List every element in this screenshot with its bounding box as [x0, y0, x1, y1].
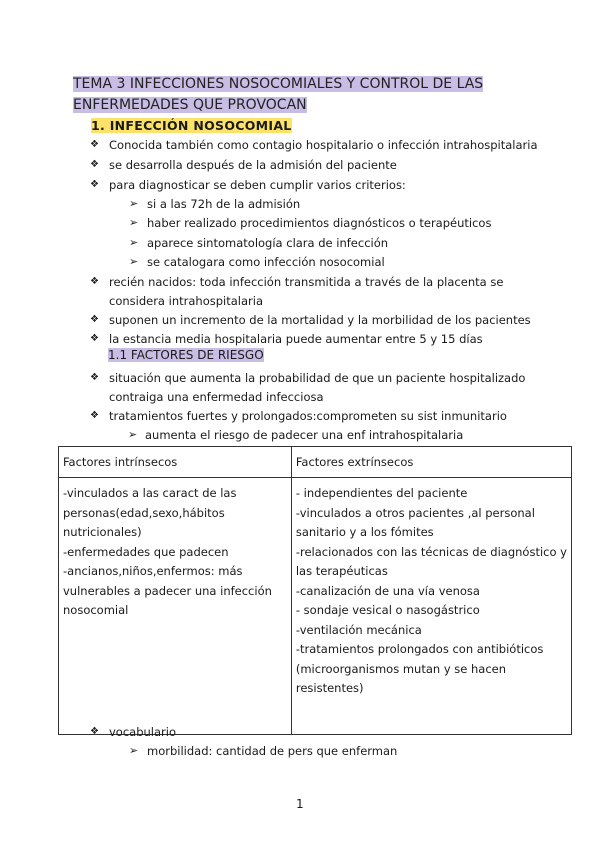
cell-line: -vinculados a las caract de las [63, 486, 237, 500]
cell-line: - sondaje vesical o nasogástrico [295, 603, 480, 617]
arrow-bullet-icon: ➢ [128, 428, 138, 441]
diamond-bullet-icon: ❖ [90, 314, 99, 325]
bullet-text: recién nacidos: toda infección transmitida a través de la placenta se [109, 275, 504, 289]
cell-line: -relacionados con las técnicas de diagnóstico y [295, 544, 567, 559]
arrow-bullet-icon: ➢ [129, 744, 139, 757]
page-number: 1 [296, 797, 304, 811]
cell-line: las terapéuticas [295, 564, 388, 578]
arrow-bullet-icon: ➢ [129, 216, 139, 229]
cell-line: nosocomial [63, 603, 129, 617]
sub-bullet-text: aumenta el riesgo de padecer una enf intrahospitalaria [145, 428, 464, 442]
cell-line: -vinculados a otros pacientes ,al personal [295, 505, 535, 520]
diamond-bullet-icon: ❖ [90, 726, 99, 737]
bullet-text: situación que aumenta la probabilidad de que un paciente hospitalizado [109, 371, 526, 385]
cell-line: - independientes del paciente [295, 486, 468, 500]
cell-line: -ventilación mecánica [295, 622, 422, 637]
arrow-bullet-icon: ➢ [129, 255, 139, 268]
diamond-bullet-icon: ❖ [90, 179, 99, 190]
cell-line: sanitario y a los fómites [295, 525, 434, 539]
sub-bullet-text: haber realizado procedimientos diagnósticos o terapéuticos [147, 216, 492, 230]
table-header-extrinsic: Factores extrínsecos [291, 447, 571, 478]
cell-line: -tratamientos prolongados con antibióticos [295, 642, 544, 656]
bullet-text: se desarrolla después de la admisión del paciente [109, 158, 397, 172]
diamond-bullet-icon: ❖ [90, 276, 99, 287]
arrow-bullet-icon: ➢ [129, 197, 139, 210]
diamond-bullet-icon: ❖ [90, 372, 99, 383]
sub-bullet-text: si a las 72h de la admisión [147, 197, 301, 211]
risk-factors-table [58, 446, 572, 735]
cell-line: -ancianos,niños,enfermos: más [63, 564, 243, 578]
bullet-text-continued: contraiga una enfermedad infecciosa [109, 390, 324, 404]
bullet-text: para diagnosticar se deben cumplir varios criterios: [109, 178, 406, 192]
bullet-text: vocabulario [109, 725, 177, 739]
bullet-text-continued: considera intrahospitalaria [109, 294, 263, 308]
sub-bullet-text: aparece sintomatología clara de infección [147, 236, 389, 250]
cell-line: (microorganismos mutan y se hacen [295, 661, 507, 676]
cell-line: vulnerables a padecer una infección [63, 583, 272, 598]
bullet-text: Conocida también como contagio hospitalario o infección intrahospitalaria [109, 138, 538, 152]
intrinsic-factors-cell [59, 478, 292, 735]
sub-bullet-text: morbilidad: cantidad de pers que enferman [147, 744, 398, 758]
table-header-intrinsic: Factores intrínsecos [59, 447, 292, 478]
bullet-text: tratamientos fuertes y prolongados:comprometen su sist inmunitario [109, 409, 507, 423]
extrinsic-factors-cell [291, 478, 571, 735]
cell-line: -canalización de una vía venosa [295, 583, 480, 598]
section-heading-factores-de-riesgo: 1.1 FACTORES DE RIESGO [108, 348, 264, 362]
cell-line: nutricionales) [63, 525, 142, 539]
cell-line: -enfermedades que padecen [63, 544, 229, 559]
diamond-bullet-icon: ❖ [90, 159, 99, 170]
diamond-bullet-icon: ❖ [90, 139, 99, 150]
title-line-1: TEMA 3 INFECCIONES NOSOCOMIALES Y CONTROL DE LAS [73, 76, 484, 92]
table-header-row [59, 447, 572, 478]
diamond-bullet-icon: ❖ [90, 333, 99, 344]
table-row [59, 478, 572, 735]
bullet-text: la estancia media hospitalaria puede aumentar entre 5 y 15 días [109, 332, 483, 346]
cell-line: personas(edad,sexo,hábitos [63, 505, 225, 520]
bullet-text: suponen un incremento de la mortalidad y la morbilidad de los pacientes [109, 313, 531, 327]
cell-line: resistentes) [295, 681, 364, 695]
sub-bullet-text: se catalogara como infección nosocomial [147, 255, 385, 269]
title-line-2: ENFERMEDADES QUE PROVOCAN [73, 97, 307, 113]
arrow-bullet-icon: ➢ [129, 236, 139, 249]
diamond-bullet-icon: ❖ [90, 410, 99, 421]
document-title [73, 74, 493, 116]
section-heading-infeccion-nosocomial: 1. INFECCIÓN NOSOCOMIAL [91, 118, 292, 133]
